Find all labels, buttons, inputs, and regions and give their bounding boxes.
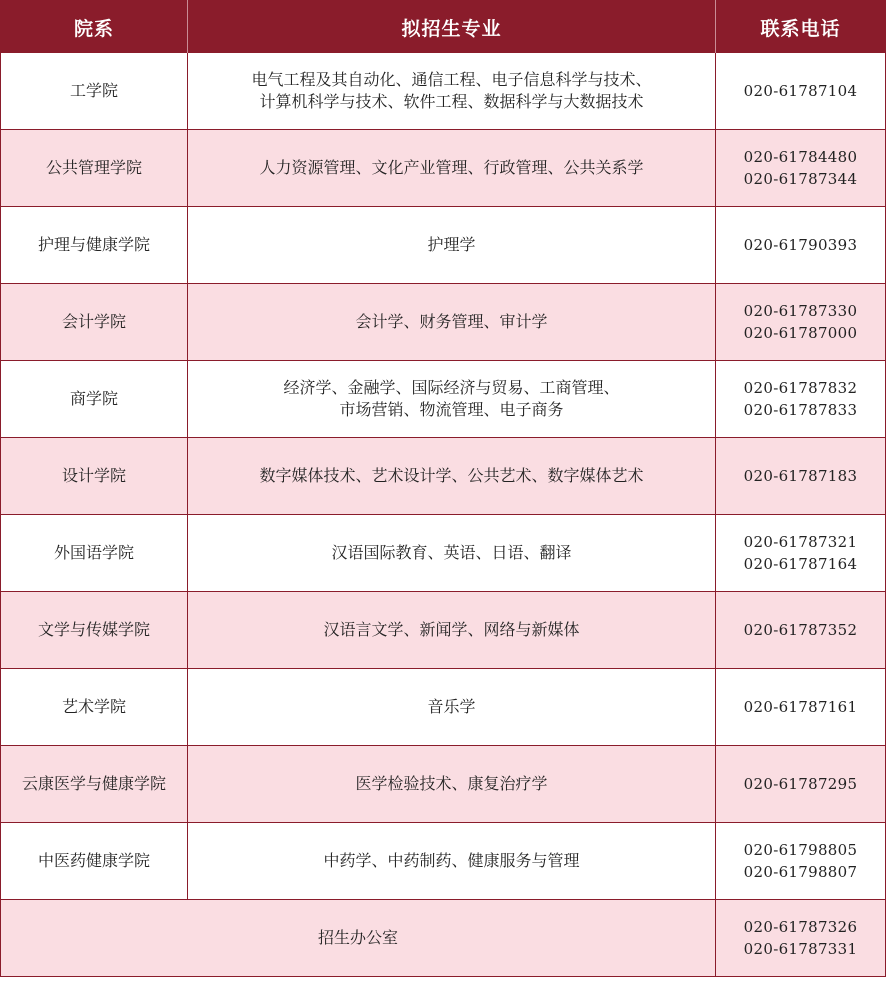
majors-line: 电气工程及其自动化、通信工程、电子信息科学与技术、 xyxy=(251,70,652,89)
phone-cell xyxy=(716,900,886,977)
majors-cell xyxy=(188,207,716,284)
table-row xyxy=(1,53,886,130)
phone-number[interactable]: 020-61787331 xyxy=(743,940,858,958)
majors-line: 汉语言文学、新闻学、网络与新媒体 xyxy=(323,620,580,639)
phone-number[interactable]: 020-61787295 xyxy=(743,775,858,793)
phone-number[interactable]: 020-61787344 xyxy=(743,170,858,188)
majors-line: 中药学、中药制药、健康服务与管理 xyxy=(323,851,580,870)
majors-line: 数字媒体技术、艺术设计学、公共艺术、数字媒体艺术 xyxy=(259,466,644,485)
phone-number[interactable]: 020-61787321 xyxy=(743,533,858,551)
phone-cell xyxy=(716,284,886,361)
phone-cell xyxy=(716,438,886,515)
phone-number[interactable]: 020-61787833 xyxy=(743,401,858,419)
phone-number[interactable]: 020-61798805 xyxy=(743,841,858,859)
majors-line: 会计学、财务管理、审计学 xyxy=(355,312,548,331)
department-cell: 会计学院 xyxy=(1,284,188,361)
majors-line: 计算机科学与技术、软件工程、数据科学与大数据技术 xyxy=(259,92,644,111)
majors-cell xyxy=(188,823,716,900)
department-cell: 外国语学院 xyxy=(1,515,188,592)
table-row xyxy=(1,207,886,284)
admissions-office-label: 招生办公室 xyxy=(1,900,716,977)
phone-number[interactable]: 020-61787164 xyxy=(743,555,858,573)
department-cell: 公共管理学院 xyxy=(1,130,188,207)
phone-number[interactable]: 020-61798807 xyxy=(743,863,858,881)
phone-cell xyxy=(716,592,886,669)
phone-number[interactable]: 020-61787832 xyxy=(743,379,858,397)
table-header-row xyxy=(1,1,886,54)
admissions-office-row xyxy=(1,900,886,977)
table-row xyxy=(1,438,886,515)
table-row xyxy=(1,130,886,207)
phone-cell xyxy=(716,130,886,207)
department-cell: 云康医学与健康学院 xyxy=(1,746,188,823)
department-cell: 护理与健康学院 xyxy=(1,207,188,284)
phone-cell xyxy=(716,361,886,438)
table-row xyxy=(1,592,886,669)
phone-number[interactable]: 020-61787104 xyxy=(743,82,858,100)
phone-cell xyxy=(716,746,886,823)
phone-number[interactable]: 020-61787352 xyxy=(743,621,858,639)
phone-cell xyxy=(716,669,886,746)
table-row xyxy=(1,515,886,592)
phone-number[interactable]: 020-61790393 xyxy=(743,236,858,254)
header-department: 院系 xyxy=(1,1,188,54)
phone-number[interactable]: 020-61784480 xyxy=(743,148,858,166)
phone-number[interactable]: 020-61787000 xyxy=(743,324,858,342)
majors-line: 护理学 xyxy=(427,235,476,254)
majors-cell xyxy=(188,284,716,361)
department-cell: 中医药健康学院 xyxy=(1,823,188,900)
majors-line: 医学检验技术、康复治疗学 xyxy=(355,774,548,793)
header-phone: 联系电话 xyxy=(716,1,886,54)
table-row xyxy=(1,361,886,438)
majors-cell xyxy=(188,669,716,746)
table-row xyxy=(1,823,886,900)
table-row xyxy=(1,284,886,361)
department-cell: 文学与传媒学院 xyxy=(1,592,188,669)
department-cell: 工学院 xyxy=(1,53,188,130)
department-cell: 艺术学院 xyxy=(1,669,188,746)
majors-line: 人力资源管理、文化产业管理、行政管理、公共关系学 xyxy=(259,158,644,177)
majors-cell xyxy=(188,130,716,207)
table-row xyxy=(1,746,886,823)
table-body xyxy=(1,53,886,977)
department-cell: 商学院 xyxy=(1,361,188,438)
majors-cell xyxy=(188,53,716,130)
majors-line: 市场营销、物流管理、电子商务 xyxy=(339,400,564,419)
majors-cell xyxy=(188,515,716,592)
phone-number[interactable]: 020-61787161 xyxy=(743,698,858,716)
majors-cell xyxy=(188,592,716,669)
header-majors: 拟招生专业 xyxy=(188,1,716,54)
majors-line: 经济学、金融学、国际经济与贸易、工商管理、 xyxy=(283,378,620,397)
department-cell: 设计学院 xyxy=(1,438,188,515)
phone-number[interactable]: 020-61787183 xyxy=(743,467,858,485)
phone-number[interactable]: 020-61787330 xyxy=(743,302,858,320)
majors-line: 汉语国际教育、英语、日语、翻译 xyxy=(331,543,572,562)
majors-cell xyxy=(188,361,716,438)
majors-line: 音乐学 xyxy=(427,697,476,716)
table-row xyxy=(1,669,886,746)
majors-cell xyxy=(188,746,716,823)
phone-cell xyxy=(716,515,886,592)
phone-cell xyxy=(716,53,886,130)
majors-cell xyxy=(188,438,716,515)
phone-cell xyxy=(716,823,886,900)
phone-number[interactable]: 020-61787326 xyxy=(743,918,858,936)
phone-cell xyxy=(716,207,886,284)
